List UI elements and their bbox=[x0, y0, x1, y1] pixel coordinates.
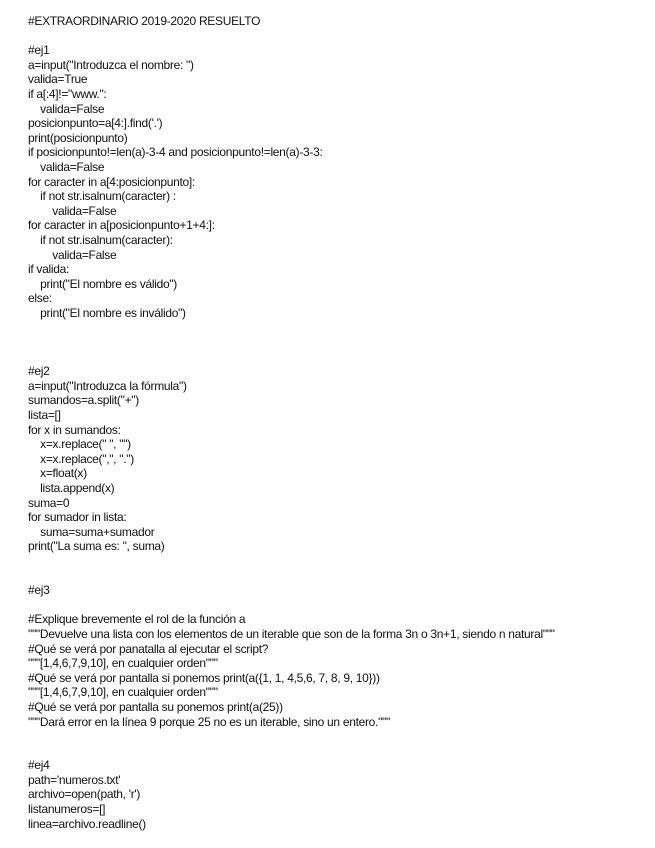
code-line: print("El nombre es inválido") bbox=[28, 305, 186, 320]
blank-line bbox=[28, 350, 638, 365]
code-line: a=input("Introduzca la fórmula") bbox=[28, 378, 187, 393]
code-line: for sumador in lista: bbox=[28, 510, 127, 525]
code-line: for caracter in a[posicionpunto+1+4:]: bbox=[28, 218, 215, 233]
code-line: if not str.isalnum(caracter): bbox=[28, 232, 173, 247]
document-page bbox=[28, 14, 638, 831]
code-line: sumandos=a.split("+") bbox=[28, 393, 139, 408]
code-line: linea=archivo.readline() bbox=[28, 816, 146, 831]
code-line: print(posicionpunto) bbox=[28, 130, 128, 145]
code-line: print("La suma es: ", suma) bbox=[28, 539, 165, 554]
code-line: listanumeros=[] bbox=[28, 802, 106, 817]
code-line: if not str.isalnum(caracter) : bbox=[28, 189, 176, 204]
code-line: x=x.replace(" ", "") bbox=[28, 437, 131, 452]
code-line: #Qué se verá por pantalla su ponemos print(a(25)) bbox=[28, 699, 283, 714]
code-line: path='numeros.txt' bbox=[28, 772, 121, 787]
blank-line bbox=[28, 554, 638, 569]
code-line: #Explique brevemente el rol de la función a bbox=[28, 612, 246, 627]
code-line: """[1,4,6,7,9,10], en cualquier orden""" bbox=[28, 656, 218, 671]
code-line: valida=False bbox=[28, 203, 117, 218]
blank-line bbox=[28, 569, 638, 584]
code-line: valida=False bbox=[28, 101, 105, 116]
code-line: for caracter in a[4:posicionpunto]: bbox=[28, 174, 195, 189]
code-line: suma=0 bbox=[28, 495, 70, 510]
code-line: x=float(x) bbox=[28, 466, 87, 481]
code-line: valida=False bbox=[28, 247, 117, 262]
code-line: x=x.replace(",", ".") bbox=[28, 451, 134, 466]
blank-line bbox=[28, 29, 638, 44]
code-line: if a[:4]!="www.": bbox=[28, 86, 107, 101]
code-line: if posicionpunto!=len(a)-3-4 and posicionpunto!=len(a)-3-3: bbox=[28, 145, 323, 160]
code-line: """Devuelve una lista con los elementos de un iterable que son de la forma 3n o 3n+1, siendo n natural""" bbox=[28, 626, 555, 641]
code-line: lista=[] bbox=[28, 408, 61, 423]
code-line: #ej3 bbox=[28, 583, 50, 598]
code-line: #ej1 bbox=[28, 43, 50, 58]
code-line: #Qué se verá por panatalla al ejecutar el script? bbox=[28, 641, 269, 656]
code-line: posicionpunto=a[4:].find('.') bbox=[28, 116, 163, 131]
document-title: #EXTRAORDINARIO 2019-2020 RESUELTO bbox=[28, 14, 261, 28]
code-line: #ej4 bbox=[28, 758, 50, 773]
code-line: valida=True bbox=[28, 72, 88, 87]
code-line: a=input("Introduzca el nombre: ") bbox=[28, 57, 194, 72]
code-line: lista.append(x) bbox=[28, 481, 115, 495]
code-line: if valida: bbox=[28, 262, 70, 277]
code-line: for x in sumandos: bbox=[28, 422, 121, 437]
blank-line bbox=[28, 744, 638, 759]
blank-line bbox=[28, 335, 638, 350]
code-line: suma=suma+sumador bbox=[28, 524, 155, 539]
code-line: """Dará error en la línea 9 porque 25 no es un iterable, sino un entero.""" bbox=[28, 714, 390, 729]
code-line: valida=False bbox=[28, 159, 105, 174]
code-line: #ej2 bbox=[28, 364, 50, 379]
code-line: archivo=open(path, 'r') bbox=[28, 787, 141, 802]
blank-line bbox=[28, 598, 638, 613]
code-line: else: bbox=[28, 291, 52, 306]
code-line: #Qué se verá por pantalla si ponemos print(a({1, 1, 4,5,6, 7, 8, 9, 10})) bbox=[28, 670, 380, 685]
code-line: """[1,4,6,7,9,10], en cualquier orden""" bbox=[28, 685, 218, 700]
blank-line bbox=[28, 320, 638, 335]
blank-line bbox=[28, 729, 638, 744]
code-line: print("El nombre es válido") bbox=[28, 276, 177, 291]
